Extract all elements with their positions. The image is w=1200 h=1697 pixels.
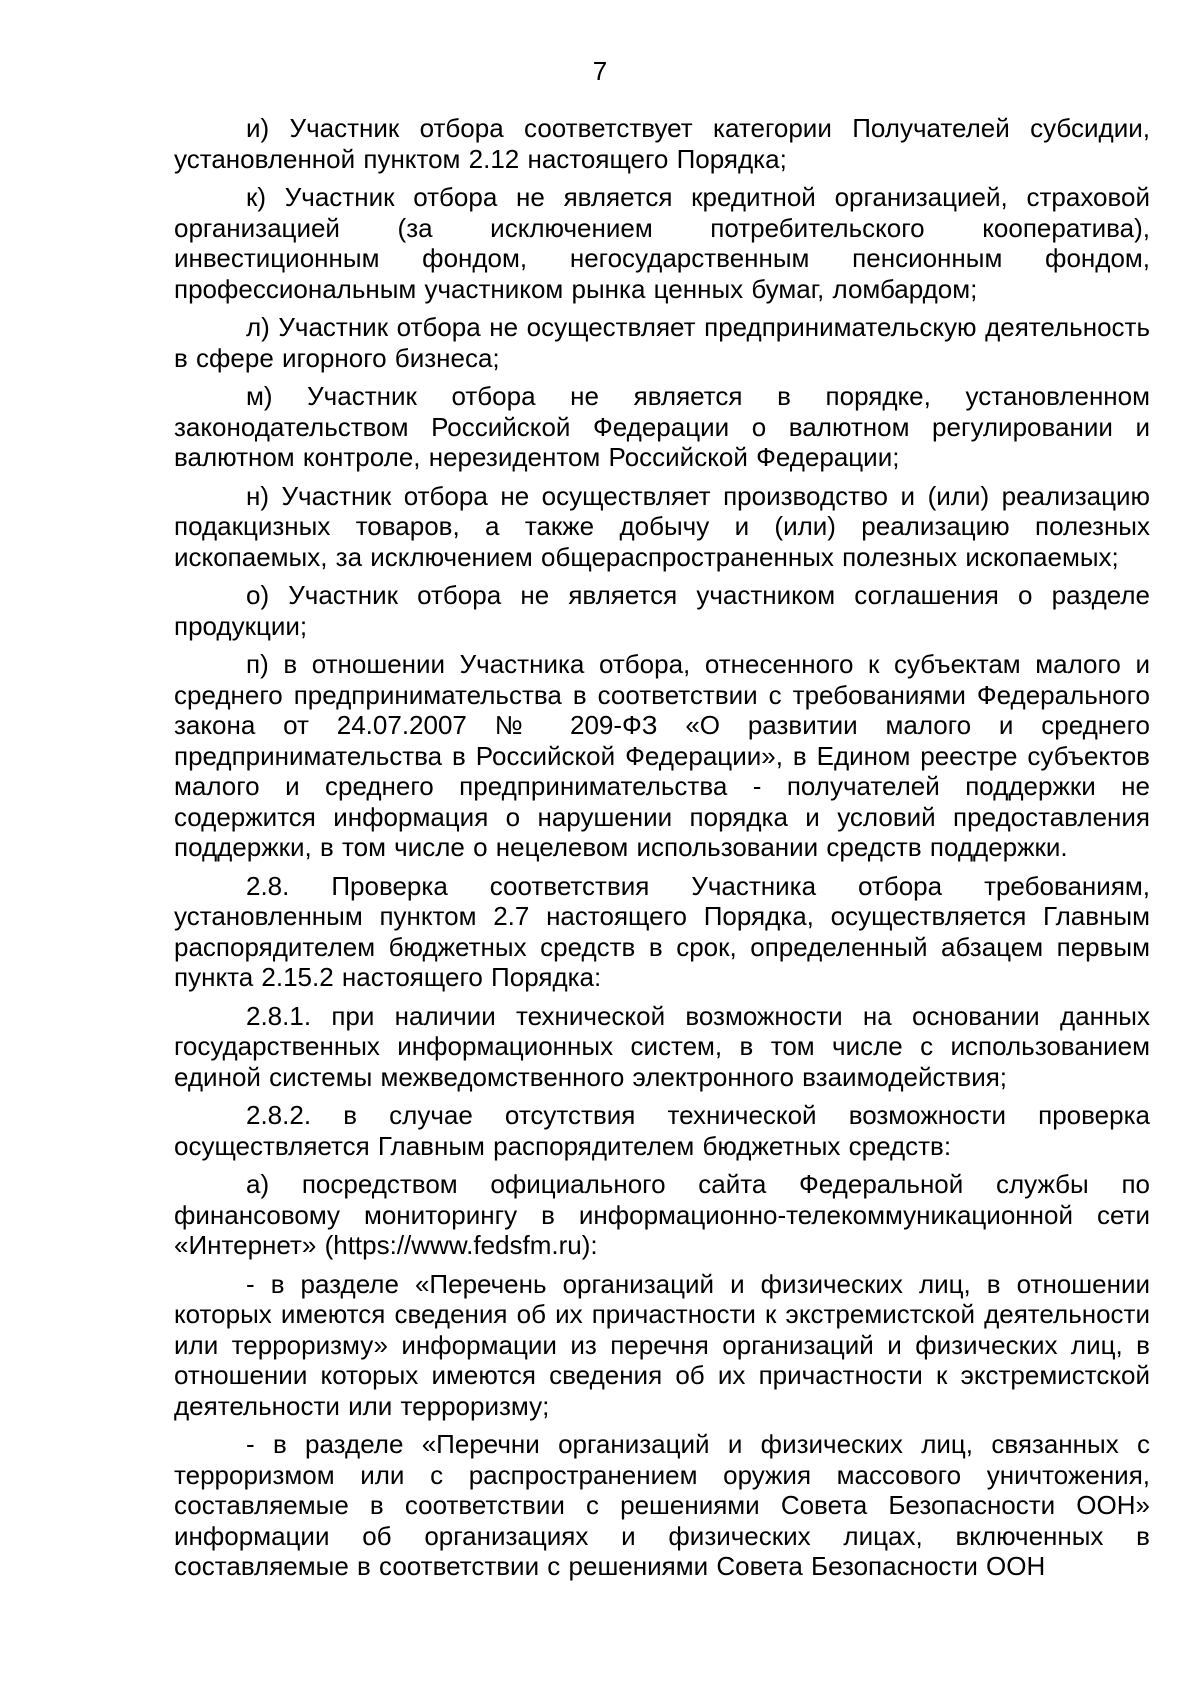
document-body (174, 113, 1150, 1590)
paragraph-item-l: л) Участник отбора не осуществляет предпринимательскую деятельность в сфере игорного бизнеса; (174, 312, 1150, 373)
paragraph-item-m: м) Участник отбора не является в порядке, установленном законодательством Российской Федерации о валютном регулировании и валютном контроле, нерезидентом Российской Федерации; (174, 381, 1150, 472)
paragraph-item-a: а) посредством официального сайта Федеральной службы по финансовому мониторингу в информационно-телекоммуникационной сети «Интернет» (https://www.fedsfm.ru): (174, 1169, 1150, 1260)
paragraph-dash-1: - в разделе «Перечень организаций и физических лиц, в отношении которых имеются сведения об их причастности к экстремистской деятельности или терроризму» информации из перечня организаций и физических лиц, в отношении которых имеются сведения об их причастности к экстремистской деятельности или терроризму; (174, 1268, 1150, 1421)
paragraph-2-8-1: 2.8.1. при наличии технической возможности на основании данных государственных информационных систем, в том числе с использованием единой системы межведомственного электронного взаимодействия; (174, 1000, 1150, 1092)
paragraph-item-k: к) Участник отбора не является кредитной организацией, страховой организацией (за исключением потребительского кооператива), инвестиционным фондом, негосударственным пенсионным фондом, профессиональным участником рынка ценных бумаг, ломбардом; (174, 182, 1150, 304)
paragraph-2-8-2: 2.8.2. в случае отсутствия технической возможности проверка осуществляется Главным распорядителем бюджетных средств: (174, 1100, 1150, 1161)
page-number: 7 (592, 56, 608, 86)
paragraph-2-8: 2.8. Проверка соответствия Участника отбора требованиям, установленным пунктом 2.7 настоящего Порядка, осуществляется Главным распорядителем бюджетных средств в срок, определенный абзацем первым пункта 2.15.2 настоящего Порядка: (174, 870, 1150, 992)
paragraph-item-i: и) Участник отбора соответствует категории Получателей субсидии, установленной пунктом 2.12 настоящего Порядка; (174, 113, 1150, 174)
paragraph-item-o: о) Участник отбора не является участником соглашения о разделе продукции; (174, 580, 1150, 641)
paragraph-item-p: п) в отношении Участника отбора, отнесенного к субъектам малого и среднего предпринимательства в соответствии с требованиями Федерального закона от 24.07.2007 № 209-ФЗ «О развитии малого и среднего предпринимательства в Российской Федерации», в Едином реестре субъектов малого и среднего предпринимательства - получателей поддержки не содержится информация о нарушении порядка и условий предоставления поддержки, в том числе о нецелевом использовании средств поддержки. (174, 649, 1150, 862)
paragraph-dash-2: - в разделе «Перечни организаций и физических лиц, связанных с терроризмом или с распространением оружия массового уничтожения, составляемые в соответствии с решениями Совета Безопасности ООН» информации об организациях и физических лицах, включенных в составляемые в соответствии с решениями Совета Безопасности ООН (174, 1429, 1150, 1581)
paragraph-item-n: н) Участник отбора не осуществляет производство и (или) реализацию подакцизных товаров, а также добычу и (или) реализацию полезных ископаемых, за исключением общераспространенных полезных ископаемых; (174, 480, 1150, 572)
